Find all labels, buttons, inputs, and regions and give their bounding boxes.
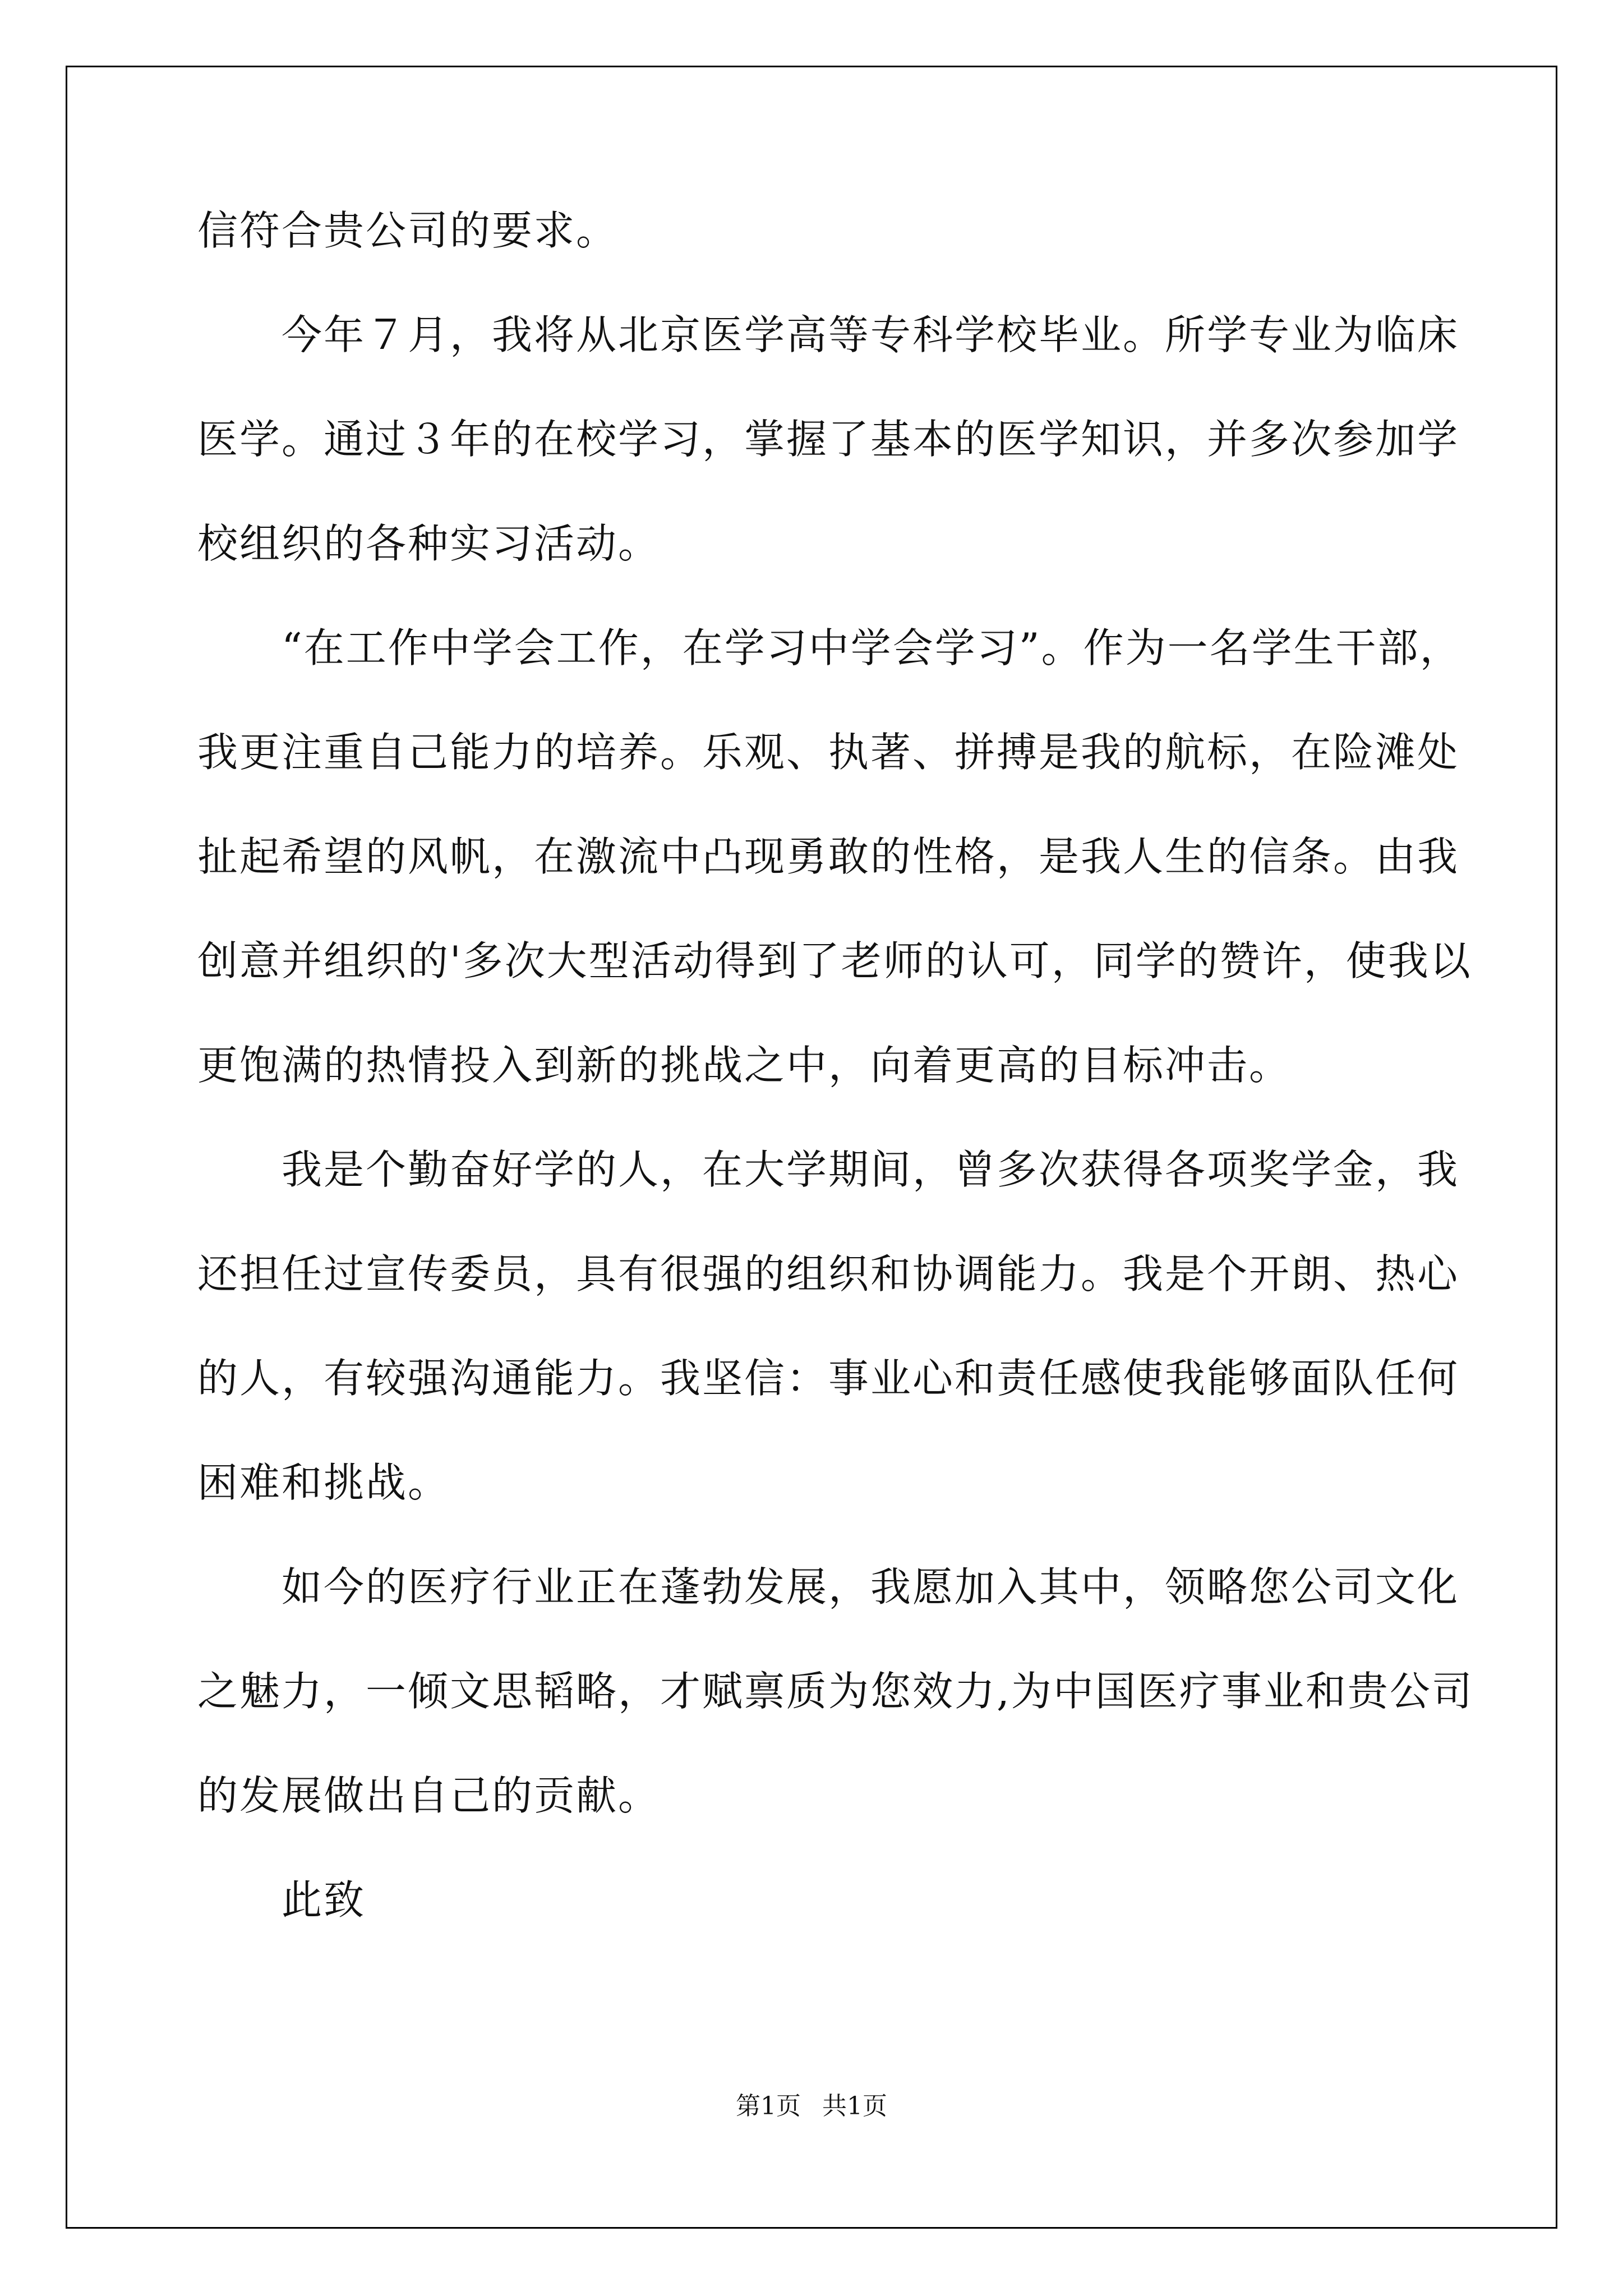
document-body — [197, 178, 1474, 1952]
text-line: 之魅力，一倾文思韬略，才赋禀质为您效力,为中国医疗事业和贵公司 — [197, 1668, 1474, 1715]
text-line: 我更注重自己能力的培养。乐观、执著、拼搏是我的航标，在险滩处 — [197, 729, 1460, 776]
text-line: 信符合贵公司的要求。 — [197, 207, 619, 254]
text-line: 的发展做出自己的贡献。 — [197, 1772, 661, 1819]
text-line: 我是个勤奋好学的人，在大学期间，曾多次获得各项奖学金，我 — [282, 1146, 1460, 1193]
text-line: 还担任过宣传委员，具有很强的组织和协调能力。我是个开朗、热心 — [197, 1250, 1460, 1297]
paragraph — [197, 283, 1460, 596]
text-line: 的人，有较强沟通能力。我坚信：事业心和责任感使我能够面队任何 — [197, 1355, 1460, 1402]
text-line: 创意并组织的'多次大型活动得到了老师的认可，同学的赞许，使我以 — [197, 937, 1472, 984]
paragraph — [197, 1117, 1460, 1535]
text-line: 医学。通过３年的在校学习，掌握了基本的医学知识，并多次参加学 — [197, 416, 1460, 463]
page-number-current: 第1页 — [736, 2092, 801, 2120]
page-number-total: 共1页 — [822, 2092, 887, 2120]
text-line: 此致 — [282, 1876, 366, 1924]
paragraph — [197, 1535, 1474, 1848]
paragraph — [197, 596, 1472, 1117]
text-line: 困难和挑战。 — [197, 1459, 450, 1506]
text-line: 如今的医疗行业正在蓬勃发展，我愿加入其中，领略您公司文化 — [282, 1563, 1460, 1611]
paragraph — [197, 178, 1431, 283]
text-line: “在工作中学会工作，在学习中学会学习”。作为一名学生干部， — [282, 624, 1462, 671]
text-line: 更饱满的热情投入到新的挑战之中，向着更高的目标冲击。 — [197, 1042, 1292, 1089]
page-footer — [0, 2086, 1623, 2122]
text-line: 校组织的各种实习活动。 — [197, 520, 661, 567]
text-line: 扯起希望的风帆，在激流中凸现勇敢的性格，是我人生的信条。由我 — [197, 833, 1460, 880]
paragraph — [197, 1848, 1431, 1952]
text-line: 今年７月，我将从北京医学高等专科学校毕业。所学专业为临床 — [282, 311, 1460, 358]
